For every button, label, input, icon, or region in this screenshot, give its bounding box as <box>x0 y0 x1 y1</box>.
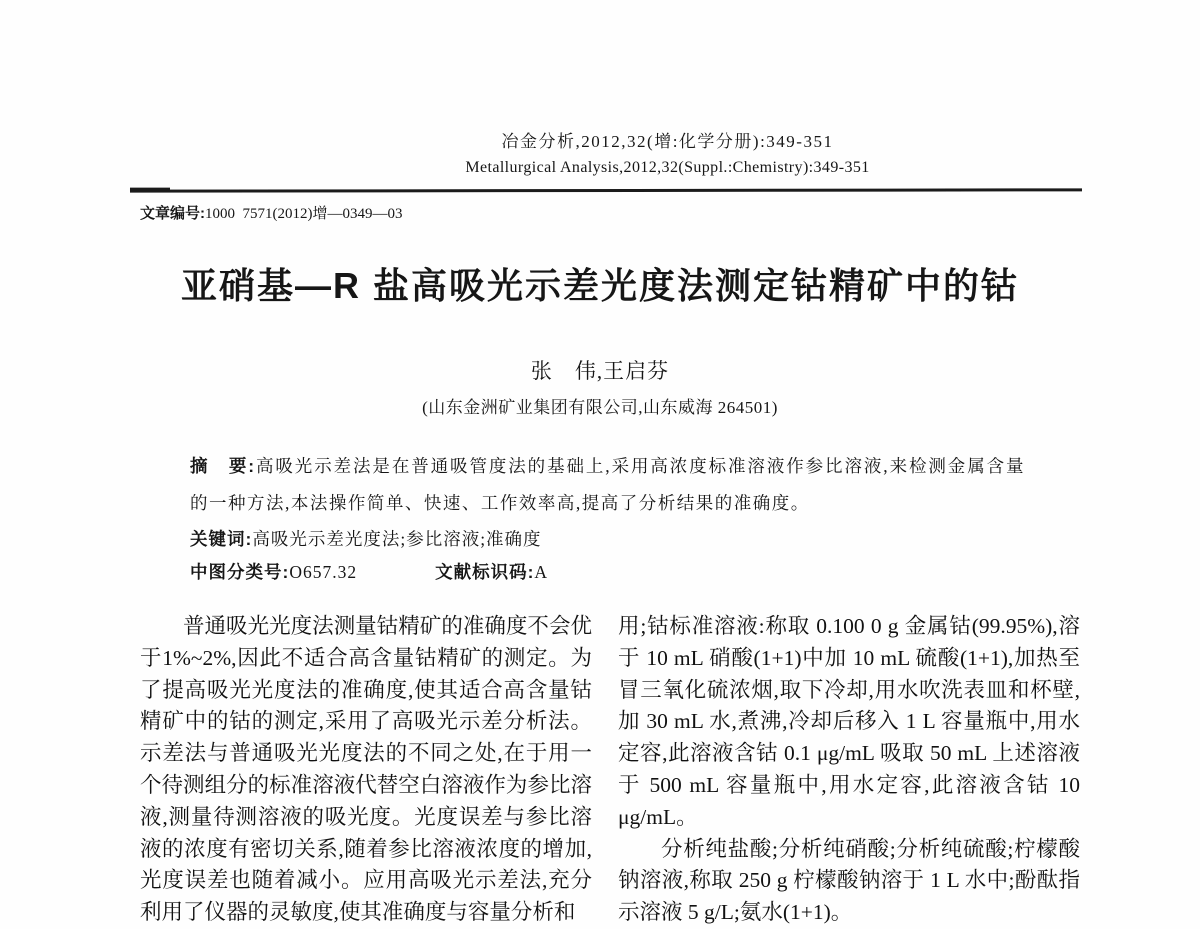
journal-citation-en: Metallurgical Analysis,2012,32(Suppl.:Chemistry):349-351 <box>465 159 870 176</box>
body-paragraph: 分析纯盐酸;分析纯硝酸;分析纯硫酸;柠檬酸钠溶液,称取 250 g 柠檬酸钠溶于 1 L 水中;酚酞指示溶液 5 g/L;氨水(1+1)。 <box>618 836 1080 925</box>
front-matter <box>190 448 1025 589</box>
doc-code-label: 文献标识码: <box>435 562 535 582</box>
article-number-value: 1000 7571(2012)增—0349—03 <box>205 206 403 222</box>
abstract-paragraph <box>190 448 1025 522</box>
article-number-line <box>140 202 403 223</box>
body-columns <box>140 611 1080 929</box>
body-paragraph: 用;钴标准溶液:称取 0.100 0 g 金属钴(99.95%),溶于 10 mL 硝酸(1+1)中加 10 mL 硫酸(1+1),加热至冒三氧化硫浓烟,取下冷却,用水吹洗表皿和杯壁,加 30 mL 水,煮沸,冷却后移入 1 L 容量瓶中,用水定容,此溶液含钴 0.1 μg/mL 吸取 50 mL 上述溶液于 500 mL 容量瓶中,用水定容,此溶液含钴 10 μg/mL。 <box>618 614 1080 829</box>
keywords-label: 关键词: <box>190 529 253 549</box>
paper-authors: 张 伟,王启芬 <box>530 359 670 383</box>
classification-line <box>190 556 1025 589</box>
body-right-column <box>618 611 1080 929</box>
abstract-label: 摘 要: <box>190 456 256 476</box>
clc-label: 中图分类号: <box>190 562 290 582</box>
keywords-line <box>190 523 1025 556</box>
header-divider-rule <box>130 188 1082 192</box>
article-number-label: 文章编号: <box>140 205 205 222</box>
paper-affiliation: (山东金洲矿业集团有限公司,山东威海 264501) <box>422 398 778 417</box>
journal-header <box>0 127 1200 177</box>
keywords-text: 高吸光示差光度法;参比溶液;准确度 <box>252 529 542 549</box>
journal-citation-cn: 冶金分析,2012,32(增:化学分册):349-351 <box>501 132 834 151</box>
doc-code-value: A <box>534 562 549 582</box>
body-left-column <box>140 611 592 929</box>
abstract-text: 高吸光示差法是在普通吸管度法的基础上,采用高浓度标准溶液作参比溶液,来检测金属含量的一种方法,本法操作简单、快速、工作效率高,提高了分析结果的准确度。 <box>190 456 1026 513</box>
body-paragraph: 普通吸光光度法测量钴精矿的准确度不会优于1%~2%,因此不适合高含量钴精矿的测定。为了提高吸光光度法的准确度,使其适合高含量钴精矿中的钴的测定,采用了高吸光示差分析法。示差法与普通吸光光度法的不同之处,在于用一个待测组分的标准溶液代替空白溶液作为参比溶液,测量待测溶液的吸光度。光度误差与参比溶液的浓度有密切关系,随着参比溶液浓度的增加,光度误差也随着减小。应用高吸光示差法,充分利用了仪器的灵敏度,使其准确度与容量分析和 <box>140 614 592 925</box>
clc-value: O657.32 <box>289 562 358 582</box>
paper-title: 亚硝基—R 盐高吸光示差光度法测定钴精矿中的钴 <box>180 265 1019 306</box>
